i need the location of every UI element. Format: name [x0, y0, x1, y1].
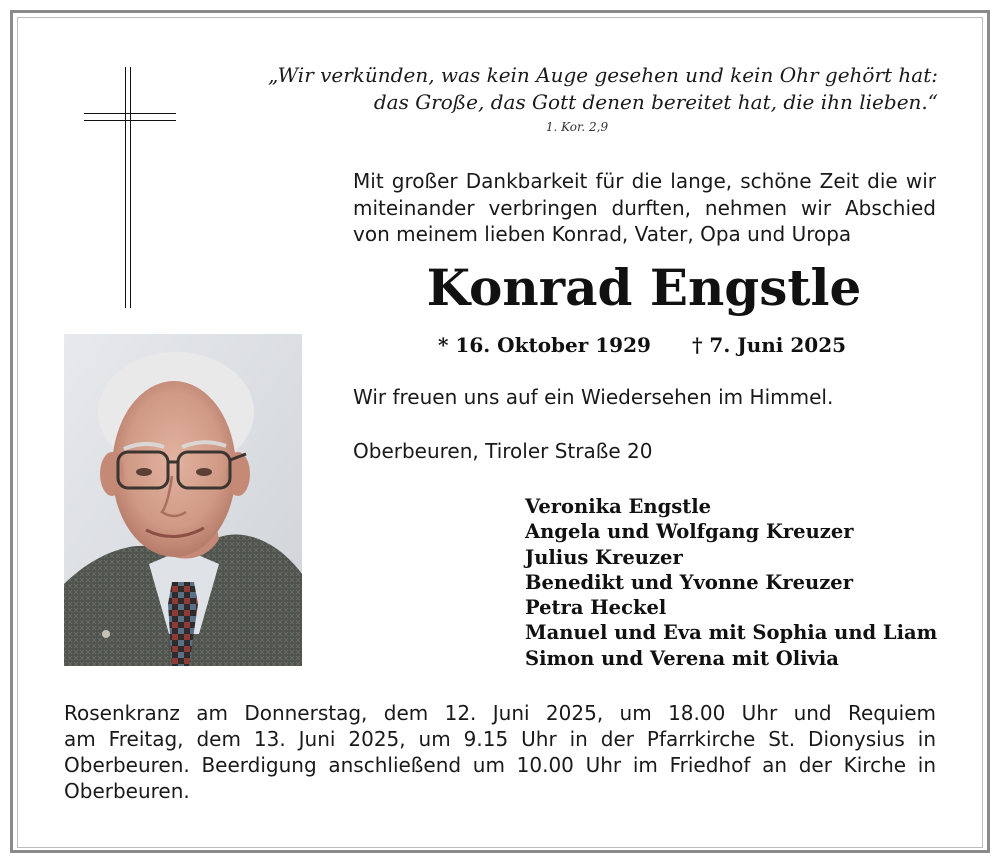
deceased-name: Konrad Engstle: [426, 258, 862, 317]
quote-line-1: „Wir verkünden, was kein Auge gesehen und kein Ohr gehört hat:: [267, 63, 938, 87]
bible-quote: [220, 62, 938, 116]
mourner-name: Simon und Verena mit Olivia: [525, 646, 839, 670]
quote-reference: 1. Kor. 2,9: [545, 120, 609, 134]
birth-date: * 16. Oktober 1929: [438, 333, 651, 357]
intro-line-3: von meinem lieben Konrad, Vater, Opa und Uropa: [353, 222, 852, 246]
quote-line-2: das Große, das Gott denen bereitet hat, die ihn lieben.“: [373, 90, 938, 114]
closing-message: Wir freuen uns auf ein Wiedersehen im Himmel.: [353, 385, 834, 409]
mourner-name: Veronika Engstle: [525, 495, 712, 518]
mourner-name: Julius Kreuzer: [525, 545, 683, 569]
mourner-name: Angela und Wolfgang Kreuzer: [525, 520, 854, 544]
address: Oberbeuren, Tiroler Straße 20: [353, 439, 653, 463]
intro-line-2: miteinander verbringen durften, nehmen wir Abschied: [353, 195, 936, 220]
service-line-2: am Freitag, dem 13. Juni 2025, um 9.15 Uhr in der Pfarrkirche St. Dionysius in: [64, 727, 936, 751]
intro-text: [353, 168, 936, 248]
service-line-3: Oberbeuren. Beerdigung anschließend um 10.00 Uhr im Friedhof an der Kirche in: [64, 753, 936, 777]
mourner-name: Manuel und Eva mit Sophia und Liam: [525, 621, 938, 645]
service-line-1: Rosenkranz am Donnerstag, dem 12. Juni 2025, um 18.00 Uhr und Requiem: [64, 701, 936, 725]
service-line-4: Oberbeuren.: [64, 779, 190, 803]
mourners-list: [525, 494, 937, 671]
service-details: [64, 700, 936, 804]
death-date: † 7. Juni 2025: [692, 333, 847, 357]
intro-line-1: Mit großer Dankbarkeit für die lange, schöne Zeit die wir: [353, 169, 936, 193]
mourner-name: Petra Heckel: [525, 596, 667, 620]
portrait-photo: [64, 334, 302, 666]
mourner-name: Benedikt und Yvonne Kreuzer: [525, 570, 853, 594]
